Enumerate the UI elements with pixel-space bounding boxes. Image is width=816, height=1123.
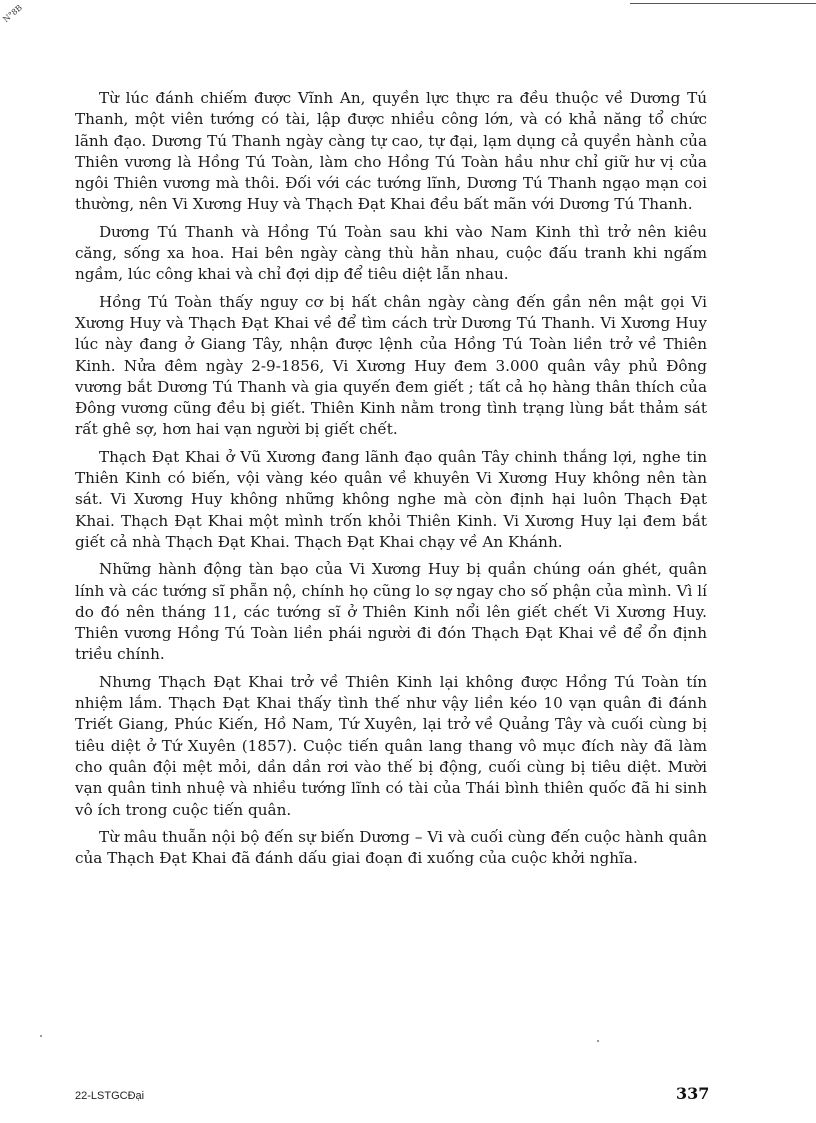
paragraph-3: Hồng Tú Toàn thấy nguy cơ bị hất chân ngày càng đến gần nên mật gọi Vi Xương Huy và Thạch Đạt Khai về để tìm cách trừ Dương Tú Thanh. Vi Xương Huy lúc này đang ở Giang Tây, nhận được lệnh của Hồng Tú Toàn liền trở về Thiên Kinh. Nửa đêm ngày 2-9-1856, Vi Xương Huy đem 3.000 quân vây phủ Đông vương bắt Dương Tú Thanh và gia quyến đem giết ; tất cả họ hàng thân thích của Đông vương cũng đều bị giết. Thiên Kinh nằm trong tình trạng lùng bắt thảm sát rất ghê sợ, hơn hai vạn người bị giết chết. xyxy=(75,292,707,439)
paragraph-2: Dương Tú Thanh và Hồng Tú Toàn sau khi vào Nam Kinh thì trở nên kiêu căng, sống xa hoa. Hai bên ngày càng thù hằn nhau, cuộc đấu tranh khi ngấm ngầm, lúc công khai và chỉ đợi dịp để tiêu diệt lẫn nhau. xyxy=(75,222,707,284)
page-number: 337 xyxy=(676,1084,710,1103)
paragraph-4: Thạch Đạt Khai ở Vũ Xương đang lãnh đạo quân Tây chinh thắng lợi, nghe tin Thiên Kinh có biến, vội vàng kéo quân về khuyên Vi Xương Huy không nên tàn sát. Vi Xương Huy không những không nghe mà còn định hại luôn Thạch Đạt Khai. Thạch Đạt Khai một mình trốn khỏi Thiên Kinh. Vi Xương Huy lại đem bắt giết cả nhà Thạch Đạt Khai. Thạch Đạt Khai chạy về An Khánh. xyxy=(75,447,707,551)
paragraph-6: Nhưng Thạch Đạt Khai trở về Thiên Kinh lại không được Hồng Tú Toàn tín nhiệm lắm. Thạch Đạt Khai thấy tình thế như vậy liền kéo 10 vạn quân đi đánh Triết Giang, Phúc Kiến, Hồ Nam, Tứ Xuyên, lại trở về Quảng Tây và cuối cùng bị tiêu diệt ở Tứ Xuyên (1857). Cuộc tiến quân lang thang vô mục đích này đã làm cho quân đội mệt mỏi, dần dần rơi vào thế bị động, cuối cùng bị tiêu diệt. Mười vạn quân tinh nhuệ và nhiều tướng lĩnh có tài của Thái bình thiên quốc đã hi sinh vô ích trong cuộc tiến quân. xyxy=(75,672,707,819)
scan-speck xyxy=(40,1035,42,1037)
printer-signature: 22-LSTGCĐại xyxy=(75,1090,145,1102)
scan-speck xyxy=(597,1040,599,1042)
top-edge-rule xyxy=(630,3,816,4)
corner-stamp-mark: N°8B xyxy=(1,3,24,25)
paragraph-1: Từ lúc đánh chiếm được Vĩnh An, quyền lực thực ra đều thuộc về Dương Tú Thanh, một viên tướng có tài, lập được nhiều công lớn, và có khả năng tổ chức lãnh đạo. Dương Tú Thanh ngày càng tự cao, tự đại, lạm dụng cả quyền hành của Thiên vương là Hồng Tú Toàn, làm cho Hồng Tú Toàn hầu như chỉ giữ hư vị của ngôi Thiên vương mà thôi. Đối với các tướng lĩnh, Dương Tú Thanh ngạo mạn coi thường, nên Vi Xương Huy và Thạch Đạt Khai đều bất mãn với Dương Tú Thanh. xyxy=(75,89,707,214)
paragraph-5: Những hành động tàn bạo của Vi Xương Huy bị quần chúng oán ghét, quân lính và các tướng sĩ phẫn nộ, chính họ cũng lo sợ ngay cho số phận của mình. Vì lí do đó nên tháng 11, các tướng sĩ ở Thiên Kinh nổi lên giết chết Vi Xương Huy. Thiên vương Hồng Tú Toàn liền phái người đi đón Thạch Đạt Khai về để ổn định triều chính. xyxy=(75,560,707,664)
paragraph-7: Từ mâu thuẫn nội bộ đến sự biến Dương – Vi và cuối cùng đến cuộc hành quân của Thạch Đạt Khai đã đánh dấu giai đoạn đi xuống của cuộc khởi nghĩa. xyxy=(75,827,707,868)
page-body xyxy=(75,88,707,875)
